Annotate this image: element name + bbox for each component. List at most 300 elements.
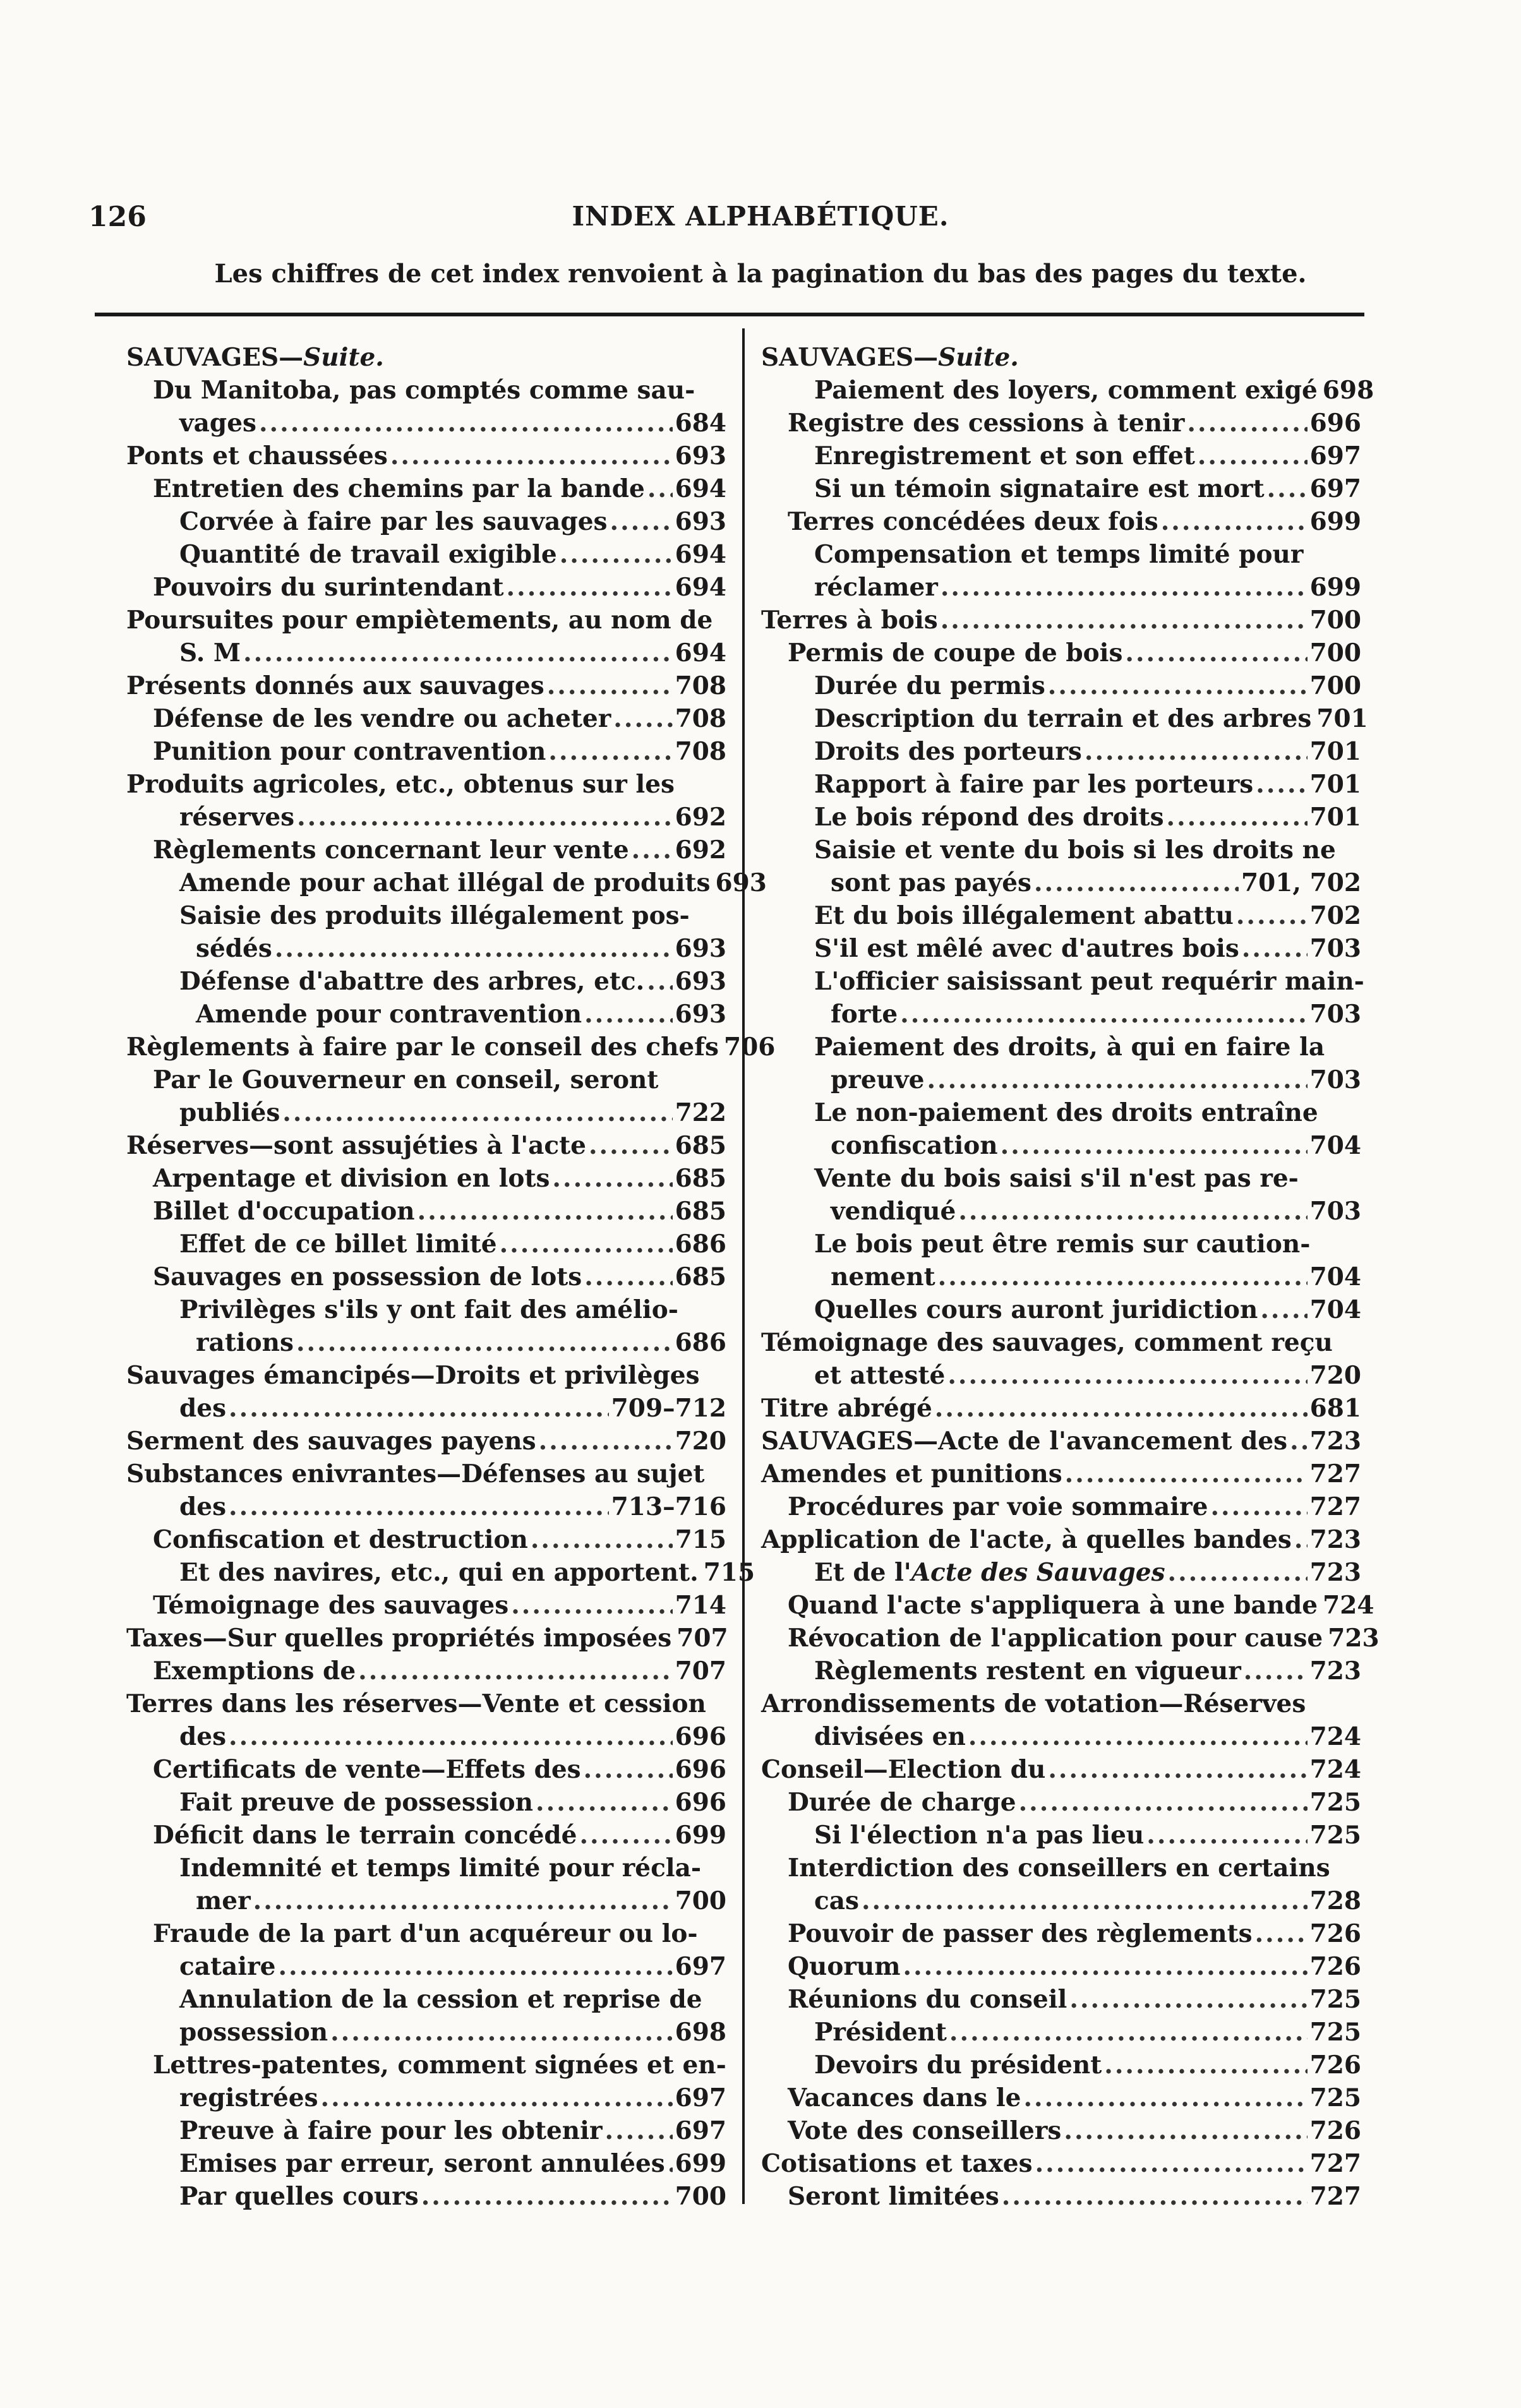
index-entry xyxy=(761,1950,1361,1983)
dot-leader xyxy=(1256,768,1307,801)
entry-text: Devoirs du président xyxy=(814,2051,1102,2080)
entry-text: Confiscation et destruction xyxy=(153,1525,528,1554)
entry-text: Vote des conseillers xyxy=(788,2116,1062,2145)
entry-page-ref: 685 xyxy=(675,1262,726,1291)
dot-leader xyxy=(1267,472,1308,505)
entry-text: Saisie des produits illégalement pos- xyxy=(179,901,690,930)
entry-text: Défense de les vendre ou acheter xyxy=(153,704,611,733)
entry-text: Défense d'abattre des arbres, etc. xyxy=(179,967,645,996)
entry-text: Témoignage des sauvages, comment reçu xyxy=(761,1328,1333,1357)
entry-page-ref: 727 xyxy=(1309,2182,1361,2211)
entry-text: sédés xyxy=(196,934,272,963)
index-entry xyxy=(761,1786,1361,1819)
entry-page-ref: 720 xyxy=(1309,1361,1361,1390)
entry-page-ref: 700 xyxy=(1309,606,1361,635)
entry-text: Fait preuve de possession xyxy=(179,1788,534,1817)
entry-text: Paiement des loyers, comment exigé xyxy=(814,376,1318,405)
entry-text: Seront limitées xyxy=(788,2182,999,2211)
index-entry xyxy=(126,1589,726,1622)
entry-page-ref: 694 xyxy=(675,573,726,602)
entry-page-ref: 727 xyxy=(1309,1492,1361,1521)
index-entry xyxy=(126,1655,726,1687)
index-entry xyxy=(761,1819,1361,1852)
heading-text: SAUVAGES— xyxy=(126,343,304,372)
index-entry xyxy=(126,1326,726,1359)
dot-leader xyxy=(900,998,1307,1031)
entry-text: Ponts et chaussées xyxy=(126,441,388,470)
left-column-heading xyxy=(126,341,726,374)
index-entry xyxy=(126,1261,726,1293)
entry-text: Sauvages émancipés—Droits et privilèges xyxy=(126,1361,700,1390)
entry-text: Application de l'acte, à quelles bandes xyxy=(761,1525,1292,1554)
index-entry xyxy=(126,2049,726,2082)
dot-leader xyxy=(903,1950,1308,1983)
entry-page-ref: 696 xyxy=(675,1722,726,1751)
dot-leader xyxy=(584,1753,673,1786)
entry-text: possession xyxy=(179,2018,328,2047)
entry-text: des xyxy=(179,1394,227,1423)
index-entry xyxy=(761,1392,1361,1425)
entry-page-ref: 708 xyxy=(675,704,726,733)
entry-page-ref: 702 xyxy=(1309,901,1361,930)
index-entry xyxy=(761,1293,1361,1326)
index-entry xyxy=(126,407,726,440)
index-entry xyxy=(126,1917,726,1950)
dot-leader xyxy=(605,2114,673,2147)
index-entry xyxy=(761,1983,1361,2016)
entry-page-ref: 693 xyxy=(675,967,726,996)
entry-text: divisées en xyxy=(814,1722,966,1751)
entry-text: cas xyxy=(814,1886,859,1915)
dot-leader xyxy=(1260,1293,1307,1326)
entry-page-ref: 706 xyxy=(723,1033,776,1062)
index-entry xyxy=(126,1852,726,1884)
entry-text: Pouvoirs du surintendant xyxy=(153,573,504,602)
dot-leader xyxy=(935,1392,1308,1425)
dot-leader xyxy=(1019,1786,1308,1819)
dot-leader xyxy=(1198,440,1308,472)
index-entry xyxy=(761,1359,1361,1392)
index-entry xyxy=(761,965,1364,998)
entry-page-ref: 697 xyxy=(1309,441,1361,470)
dot-leader xyxy=(1064,2114,1307,2147)
dot-leader xyxy=(243,637,672,669)
dot-leader xyxy=(560,538,673,571)
dot-leader xyxy=(927,1063,1307,1096)
index-entry xyxy=(761,702,1368,735)
entry-text: Et de l' xyxy=(814,1558,911,1587)
dot-leader xyxy=(275,932,673,965)
index-entry xyxy=(126,1293,726,1326)
dot-leader xyxy=(958,1195,1307,1228)
entry-text: nement xyxy=(831,1262,935,1291)
entry-page-ref: 697 xyxy=(675,1952,726,1981)
index-entry xyxy=(761,472,1361,505)
entry-text: Titre abrégé xyxy=(761,1394,932,1423)
dot-leader xyxy=(1161,505,1308,538)
dot-leader xyxy=(1167,801,1308,834)
dot-leader xyxy=(862,1884,1308,1917)
index-entry xyxy=(761,669,1361,702)
index-entry xyxy=(761,1556,1361,1589)
entry-page-ref: 698 xyxy=(1322,376,1374,405)
entry-text: des xyxy=(179,1492,227,1521)
dot-leader xyxy=(1255,1917,1308,1950)
dot-leader xyxy=(941,604,1308,637)
index-entry xyxy=(126,1884,726,1917)
entry-text: publiés xyxy=(179,1098,280,1127)
dot-leader xyxy=(613,702,672,735)
dot-leader xyxy=(229,1720,673,1753)
index-entry xyxy=(126,2180,726,2213)
index-entry xyxy=(761,1589,1374,1622)
index-entry xyxy=(126,735,726,768)
dot-leader xyxy=(968,1720,1308,1753)
index-entry xyxy=(126,1458,726,1490)
entry-text: Le bois peut être remis sur caution- xyxy=(814,1230,1311,1259)
index-entry xyxy=(761,637,1361,669)
index-entry xyxy=(761,1261,1361,1293)
entry-text: Fraude de la part d'un acquéreur ou lo- xyxy=(153,1919,698,1948)
dot-leader xyxy=(949,2016,1308,2049)
entry-page-ref: 725 xyxy=(1309,1788,1361,1817)
entry-text: Et du bois illégalement abattu xyxy=(814,901,1234,930)
entry-page-ref: 715 xyxy=(703,1558,755,1587)
entry-page-ref: 685 xyxy=(675,1164,726,1193)
entry-page-ref: 713–716 xyxy=(611,1492,726,1521)
dot-leader xyxy=(321,2082,673,2114)
entry-page-ref: 701 xyxy=(1316,704,1368,733)
index-entry xyxy=(761,866,1361,899)
entry-page-ref: 714 xyxy=(675,1591,726,1620)
entry-page-ref: 720 xyxy=(675,1427,726,1456)
entry-text: Rapport à faire par les porteurs xyxy=(814,770,1254,799)
entry-text: Preuve à faire pour les obtenir xyxy=(179,2116,603,2145)
entry-page-ref: 725 xyxy=(1309,2018,1361,2047)
index-entry xyxy=(126,1392,726,1425)
index-entry xyxy=(761,1129,1361,1162)
index-entry xyxy=(126,637,726,669)
entry-text: Permis de coupe de bois xyxy=(788,638,1123,668)
index-entry xyxy=(126,998,726,1031)
dot-leader xyxy=(330,2016,672,2049)
entry-page-ref: 693 xyxy=(675,934,726,963)
dot-leader xyxy=(539,1425,673,1458)
index-entry xyxy=(761,1523,1361,1556)
dot-leader xyxy=(358,1655,672,1687)
dot-leader xyxy=(547,669,673,702)
entry-page-ref: 727 xyxy=(1309,1459,1361,1489)
entry-page-ref: 699 xyxy=(1309,573,1361,602)
column-divider xyxy=(742,328,745,2204)
index-entry xyxy=(761,1753,1361,1786)
dot-leader xyxy=(1001,1129,1308,1162)
index-entry xyxy=(126,1523,726,1556)
entry-page-ref: 728 xyxy=(1309,1886,1361,1915)
entry-page-ref: 722 xyxy=(675,1098,726,1127)
index-entry xyxy=(126,472,726,505)
entry-text: forte xyxy=(831,1000,898,1029)
index-entry xyxy=(126,669,726,702)
entry-page-ref: 696 xyxy=(675,1755,726,1784)
entry-page-ref: 704 xyxy=(1309,1131,1361,1160)
entry-text: Sauvages en possession de lots xyxy=(153,1262,582,1291)
index-entry xyxy=(761,1096,1361,1129)
dot-leader xyxy=(552,1162,672,1195)
entry-page-ref: 701, 702 xyxy=(1241,868,1361,897)
index-entry xyxy=(761,538,1361,571)
entry-text: Quand l'acte s'appliquera à une bande xyxy=(788,1591,1318,1620)
entry-text: Interdiction des conseillers en certains xyxy=(788,1854,1330,1883)
index-entry xyxy=(761,899,1361,932)
entry-page-ref: 697 xyxy=(1309,474,1361,503)
right-column-heading xyxy=(761,341,1361,374)
entry-page-ref: 726 xyxy=(1309,2051,1361,2080)
index-entry xyxy=(126,1490,726,1523)
entry-page-ref: 685 xyxy=(675,1131,726,1160)
entry-page-ref: 681 xyxy=(1309,1394,1361,1423)
index-entry xyxy=(761,374,1374,407)
index-entry xyxy=(126,702,726,735)
dot-leader xyxy=(507,571,673,604)
dot-leader xyxy=(668,2147,673,2180)
dot-leader xyxy=(1048,669,1308,702)
dot-leader xyxy=(297,801,672,834)
entry-page-ref: 693 xyxy=(675,507,726,536)
entry-page-ref: 715 xyxy=(675,1525,726,1554)
index-entry xyxy=(761,1687,1361,1720)
entry-text: Et des navires, etc., qui en apportent. xyxy=(179,1558,699,1587)
entry-page-ref: 701 xyxy=(1309,737,1361,766)
entry-page-ref: 693 xyxy=(715,868,767,897)
running-title: INDEX ALPHABÉTIQUE. xyxy=(572,201,949,232)
entry-page-ref: 686 xyxy=(675,1328,726,1357)
index-entry xyxy=(761,1425,1361,1458)
index-entry xyxy=(126,768,726,801)
entry-text: Paiement des droits, à qui en faire la xyxy=(814,1033,1325,1062)
heading-text: SAUVAGES— xyxy=(761,343,939,372)
index-entry xyxy=(126,965,726,998)
entry-text: Amende pour contravention xyxy=(196,1000,582,1029)
dot-leader xyxy=(584,1261,672,1293)
index-entry xyxy=(761,932,1361,965)
entry-text: Terres concédées deux fois xyxy=(788,507,1158,536)
entry-page-ref: 698 xyxy=(675,2018,726,2047)
entry-text: Amendes et punitions xyxy=(761,1459,1062,1489)
entry-page-ref: 727 xyxy=(1309,2149,1361,2178)
entry-page-ref: 694 xyxy=(675,638,726,668)
entry-text: Déficit dans le terrain concédé xyxy=(153,1821,577,1850)
entry-text: vages xyxy=(179,409,256,438)
entry-text: Cotisations et taxes xyxy=(761,2149,1033,2178)
dot-leader xyxy=(1244,1655,1308,1687)
entry-text: Vente du bois saisi s'il n'est pas re- xyxy=(814,1164,1299,1193)
entry-page-ref: 724 xyxy=(1309,1755,1361,1784)
dot-leader xyxy=(229,1392,609,1425)
index-entry xyxy=(761,1884,1361,1917)
entry-text: cataire xyxy=(179,1952,276,1981)
index-entry xyxy=(126,2114,726,2147)
entry-page-ref: 704 xyxy=(1309,1295,1361,1324)
index-entry xyxy=(761,1490,1361,1523)
index-entry xyxy=(761,1622,1380,1655)
dot-leader xyxy=(647,472,673,505)
entry-text: Du Manitoba, pas comptés comme sau- xyxy=(153,376,695,405)
entry-text: réserves xyxy=(179,803,295,832)
entry-text: réclamer xyxy=(814,573,938,602)
index-entry xyxy=(126,1162,726,1195)
entry-text: Pouvoir de passer des règlements xyxy=(788,1919,1253,1948)
index-entry xyxy=(761,440,1361,472)
index-entry xyxy=(126,2016,726,2049)
dot-leader xyxy=(1146,1819,1307,1852)
entry-text: Procédures par voie sommaire xyxy=(788,1492,1208,1521)
dot-leader xyxy=(1168,1556,1308,1589)
index-entry xyxy=(761,1162,1361,1195)
index-entry xyxy=(761,735,1361,768)
entry-text: Punition pour contravention xyxy=(153,737,546,766)
index-entry xyxy=(126,1983,726,2016)
entry-text: Compensation et temps limité pour xyxy=(814,540,1304,569)
entry-page-ref: 692 xyxy=(675,803,726,832)
entry-page-ref: 708 xyxy=(675,737,726,766)
dot-leader xyxy=(531,1523,673,1556)
index-entry xyxy=(126,1622,726,1655)
index-entry xyxy=(126,834,726,866)
entry-page-ref: 703 xyxy=(1309,1000,1361,1029)
index-entry xyxy=(126,1228,726,1261)
dot-leader xyxy=(548,735,672,768)
entry-text: Témoignage des sauvages xyxy=(153,1591,509,1620)
dot-leader xyxy=(296,1326,673,1359)
dot-leader xyxy=(589,1129,673,1162)
entry-page-ref: 703 xyxy=(1309,1065,1361,1094)
entry-text: et attesté xyxy=(814,1361,946,1390)
entry-text: SAUVAGES—Acte de l'avancement des xyxy=(761,1427,1288,1456)
entry-text: Le non-paiement des droits entraîne xyxy=(814,1098,1318,1127)
dot-leader xyxy=(1104,2049,1307,2082)
index-entry xyxy=(126,1195,726,1228)
entry-text: Registre des cessions à tenir xyxy=(788,409,1185,438)
entry-text: Exemptions de xyxy=(153,1656,356,1686)
index-entry xyxy=(761,2180,1361,2213)
entry-text: S'il est mêlé avec d'autres bois xyxy=(814,934,1239,963)
entry-text: preuve xyxy=(831,1065,925,1094)
entry-text: Droits des porteurs xyxy=(814,737,1082,766)
index-entry xyxy=(126,1096,726,1129)
index-entry xyxy=(761,1655,1361,1687)
dot-leader xyxy=(579,1819,672,1852)
entry-text: Serment des sauvages payens xyxy=(126,1427,536,1456)
entry-text: Effet de ce billet limité xyxy=(179,1230,497,1259)
dot-leader xyxy=(536,1786,673,1819)
entry-page-ref: 708 xyxy=(675,671,726,700)
dot-leader xyxy=(259,407,673,440)
entry-text: Durée du permis xyxy=(814,671,1045,700)
index-entry xyxy=(126,374,726,407)
dot-leader xyxy=(1242,932,1308,965)
entry-text: Corvée à faire par les sauvages xyxy=(179,507,608,536)
index-entry xyxy=(761,2082,1361,2114)
entry-page-ref: 709–712 xyxy=(611,1394,726,1423)
dot-leader xyxy=(1034,866,1239,899)
dot-leader xyxy=(1125,637,1307,669)
entry-page-ref: 701 xyxy=(1309,803,1361,832)
dot-leader xyxy=(1048,1753,1307,1786)
index-entry xyxy=(761,1326,1361,1359)
index-entry xyxy=(126,538,726,571)
index-entry xyxy=(126,604,726,637)
entry-text: Par quelles cours xyxy=(179,2182,419,2211)
dot-leader xyxy=(500,1228,673,1261)
dot-leader xyxy=(1069,1983,1307,2016)
header-rule xyxy=(95,313,1364,316)
index-entry xyxy=(761,505,1361,538)
entry-page-ref: 692 xyxy=(675,836,726,865)
entry-text: Vacances dans le xyxy=(788,2083,1021,2112)
entry-page-ref: 700 xyxy=(675,1886,726,1915)
index-entry xyxy=(761,2016,1361,2049)
entry-text: Règlements concernant leur vente xyxy=(153,836,629,865)
index-entry xyxy=(761,834,1361,866)
entry-text: rations xyxy=(196,1328,294,1357)
index-entry xyxy=(761,571,1361,604)
entry-text: Si un témoin signataire est mort xyxy=(814,474,1265,503)
index-entry xyxy=(761,1031,1361,1063)
entry-text: L'officier saisissant peut requérir main- xyxy=(814,967,1364,996)
entry-text: Terres à bois xyxy=(761,606,938,635)
index-entry xyxy=(761,407,1361,440)
entry-text: Amende pour achat illégal de produits xyxy=(179,868,711,897)
entry-text: Description du terrain et des arbres xyxy=(814,704,1312,733)
dot-leader xyxy=(229,1490,609,1523)
entry-text: des xyxy=(179,1722,227,1751)
dot-leader xyxy=(1085,735,1308,768)
index-note: Les chiffres de cet index renvoient à la pagination du bas des pages du texte. xyxy=(214,259,1307,289)
index-entry xyxy=(126,1753,726,1786)
entry-page-ref: 724 xyxy=(1309,1722,1361,1751)
entry-text: Durée de charge xyxy=(788,1788,1016,1817)
entry-page-ref: 693 xyxy=(675,1000,726,1029)
entry-page-ref: 723 xyxy=(1309,1558,1361,1587)
entry-page-ref: 723 xyxy=(1328,1624,1380,1653)
entry-page-ref: 696 xyxy=(675,1788,726,1817)
entry-text: Par le Gouverneur en conseil, seront xyxy=(153,1065,659,1094)
entry-text: Règlements restent en vigueur xyxy=(814,1656,1241,1686)
entry-page-ref: 700 xyxy=(1309,671,1361,700)
dot-leader xyxy=(1023,2082,1307,2114)
index-entry xyxy=(126,1359,726,1392)
entry-page-ref: 723 xyxy=(1309,1525,1361,1554)
entry-text: Révocation de l'application pour cause xyxy=(788,1624,1323,1653)
entry-page-ref: 699 xyxy=(1309,507,1361,536)
entry-page-ref: 694 xyxy=(675,540,726,569)
index-entry xyxy=(761,1228,1361,1261)
dot-leader xyxy=(282,1096,672,1129)
entry-page-ref: 684 xyxy=(675,409,726,438)
index-entry xyxy=(761,1458,1361,1490)
entry-page-ref: 704 xyxy=(1309,1262,1361,1291)
page-number: 126 xyxy=(88,201,147,233)
index-entry xyxy=(126,440,726,472)
entry-text: mer xyxy=(196,1886,251,1915)
dot-leader xyxy=(938,1261,1308,1293)
entry-page-ref: 700 xyxy=(1309,638,1361,668)
index-entry xyxy=(761,604,1361,637)
entry-text: Réunions du conseil xyxy=(788,1985,1067,2014)
index-entry xyxy=(126,1720,726,1753)
index-entry xyxy=(126,1063,726,1096)
